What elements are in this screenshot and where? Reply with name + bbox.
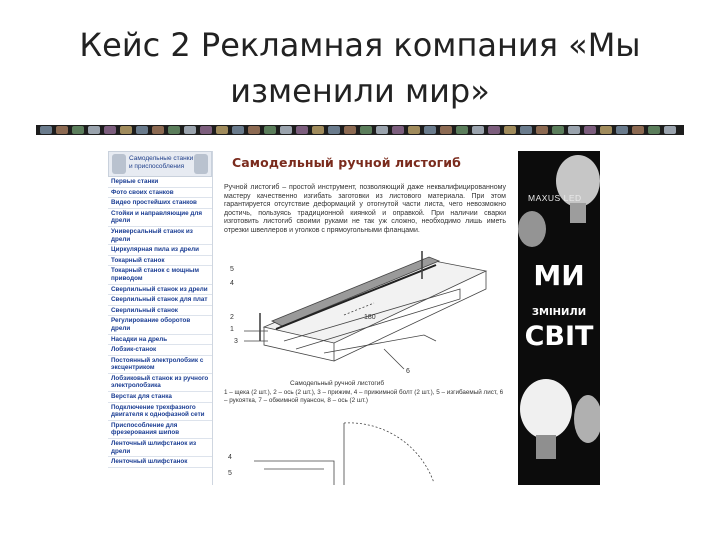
figure-label-4: 4 [230,280,234,287]
banner-tile [312,126,324,134]
banner-tile [584,126,596,134]
banner-tile [328,126,340,134]
banner-tile [664,126,676,134]
sidebar-menu-item[interactable]: Сверлильный станок [108,306,212,317]
website-screenshot [108,151,600,485]
sidebar-header-text: Самодельные станки и приспособления [129,155,194,170]
banner-tile [456,126,468,134]
sidebar-menu-item[interactable]: Универсальный станок из дрели [108,227,212,245]
banner-tile [424,126,436,134]
banner-tile [408,126,420,134]
figure2-label-4: 4 [228,454,232,461]
article [220,151,506,485]
figure2-label-5: 5 [228,470,232,477]
figure-label-1: 1 [230,326,234,333]
sidebar-menu-item[interactable]: Циркулярная пила из дрели [108,245,212,256]
sidebar-menu-item[interactable]: Приспособление для фрезерования шипов [108,421,212,439]
sidebar-menu [108,177,212,468]
banner-tile [376,126,388,134]
sidebar-menu-item[interactable]: Токарный станок с мощным приводом [108,266,212,284]
bender-detail-drawing [224,413,506,485]
sidebar-menu-item[interactable]: Сверлильный станок для плат [108,295,212,306]
figure-label-3: 3 [234,338,238,345]
slide-title [40,22,680,114]
figure-label-5: 5 [230,266,234,273]
sidebar-ornament-right [194,154,208,174]
banner-tile [136,126,148,134]
banner-tile [88,126,100,134]
figure-dimension-180: 180 [364,314,376,321]
banner-tile [440,126,452,134]
banner-tile [264,126,276,134]
banner-tile [120,126,132,134]
sidebar-menu-item[interactable]: Фото своих станков [108,188,212,199]
site-sidebar [108,151,213,485]
banner-tile [568,126,580,134]
figure-label-2: 2 [230,314,234,321]
sidebar-menu-item[interactable]: Сверлильный станок из дрели [108,285,212,296]
banner-tile [536,126,548,134]
slide-title-line-2: изменили мир» [230,72,490,110]
banner-tile [520,126,532,134]
banner-tile [152,126,164,134]
banner-tile [248,126,260,134]
figure-caption-title: Самодельный ручной листогиб [290,380,385,387]
sidebar-menu-item[interactable]: Насадки на дрель [108,335,212,346]
banner-tile [648,126,660,134]
banner-tile [472,126,484,134]
maxus-led-ad[interactable] [518,151,600,485]
banner-tile [184,126,196,134]
banner-tile [616,126,628,134]
sidebar-menu-item[interactable]: Первые станки [108,177,212,188]
sidebar-menu-item[interactable]: Лобзик-станок [108,345,212,356]
sidebar-menu-item[interactable]: Токарный станок [108,256,212,267]
banner-tile [296,126,308,134]
ad-brand: MAXUS LED [528,193,582,203]
banner-tile [552,126,564,134]
figure-label-6: 6 [406,368,410,375]
sidebar-menu-item[interactable]: Лобзиковый станок из ручного электролобзика [108,374,212,392]
sidebar-menu-item[interactable]: Ленточный шлифстанок из дрели [108,439,212,457]
banner-tile [56,126,68,134]
slide-title-line-1: Кейс 2 Рекламная компания «Мы [79,26,641,64]
sidebar-menu-item[interactable]: Видео простейших станков [108,198,212,209]
sidebar-menu-item[interactable]: Регулирование оборотов дрели [108,316,212,334]
sidebar-menu-item[interactable]: Верстак для станка [108,392,212,403]
sidebar-header [108,151,212,177]
banner-tile [600,126,612,134]
sidebar-menu-item[interactable]: Стойки и направляющие для дрели [108,209,212,227]
banner-tile [200,126,212,134]
banner-tile [392,126,404,134]
ad-headline-line-1: МИ [533,259,585,292]
ad-headline-line-2: ЗМІНИЛИ [531,307,587,318]
article-body: Ручной листогиб – простой инструмент, позволяющий даже неквалифицированному мастеру качественно изгибать заготовки из листового материала. При этом гарантируется отсутствие деформаций у отогнутой части листа, чего невозможно достичь, пользуясь традиционной киянкой и оправкой. При наличии сварки изготовить листогиб своими руками не так уж сложно, необходимо лишь иметь отрезки швеллеров и уголков с прямоугольными фланцами. [224,184,506,234]
banner-tile [104,126,116,134]
banner-tile [504,126,516,134]
banner-tile [280,126,292,134]
sidebar-ornament-left [112,154,126,174]
banner-tile [216,126,228,134]
decorative-banner-strip [36,125,684,135]
banner-tile [168,126,180,134]
banner-tile [40,126,52,134]
sidebar-menu-item[interactable]: Ленточный шлифстанок [108,457,212,468]
banner-tile [632,126,644,134]
banner-tile [488,126,500,134]
banner-tile [232,126,244,134]
bender-drawing [224,249,506,379]
banner-tile [72,126,84,134]
sidebar-menu-item[interactable]: Постоянный электролобзик с эксцентриком [108,356,212,374]
banner-tile [360,126,372,134]
article-title: Самодельный ручной листогиб [232,155,461,170]
figure-caption-body: 1 – щека (2 шт.), 2 – ось (2 шт.), 3 – прижим, 4 – прижимной болт (2 шт.), 5 – изгибаемый лист, 6 – рукоятка, 7 – обжимной пуансон, 8 – ось (2 шт.) [224,389,504,404]
banner-tile [344,126,356,134]
sidebar-menu-item[interactable]: Подключение трехфазного двигателя к однофазной сети [108,403,212,421]
ad-headline-line-3: СВІТ [524,321,594,352]
